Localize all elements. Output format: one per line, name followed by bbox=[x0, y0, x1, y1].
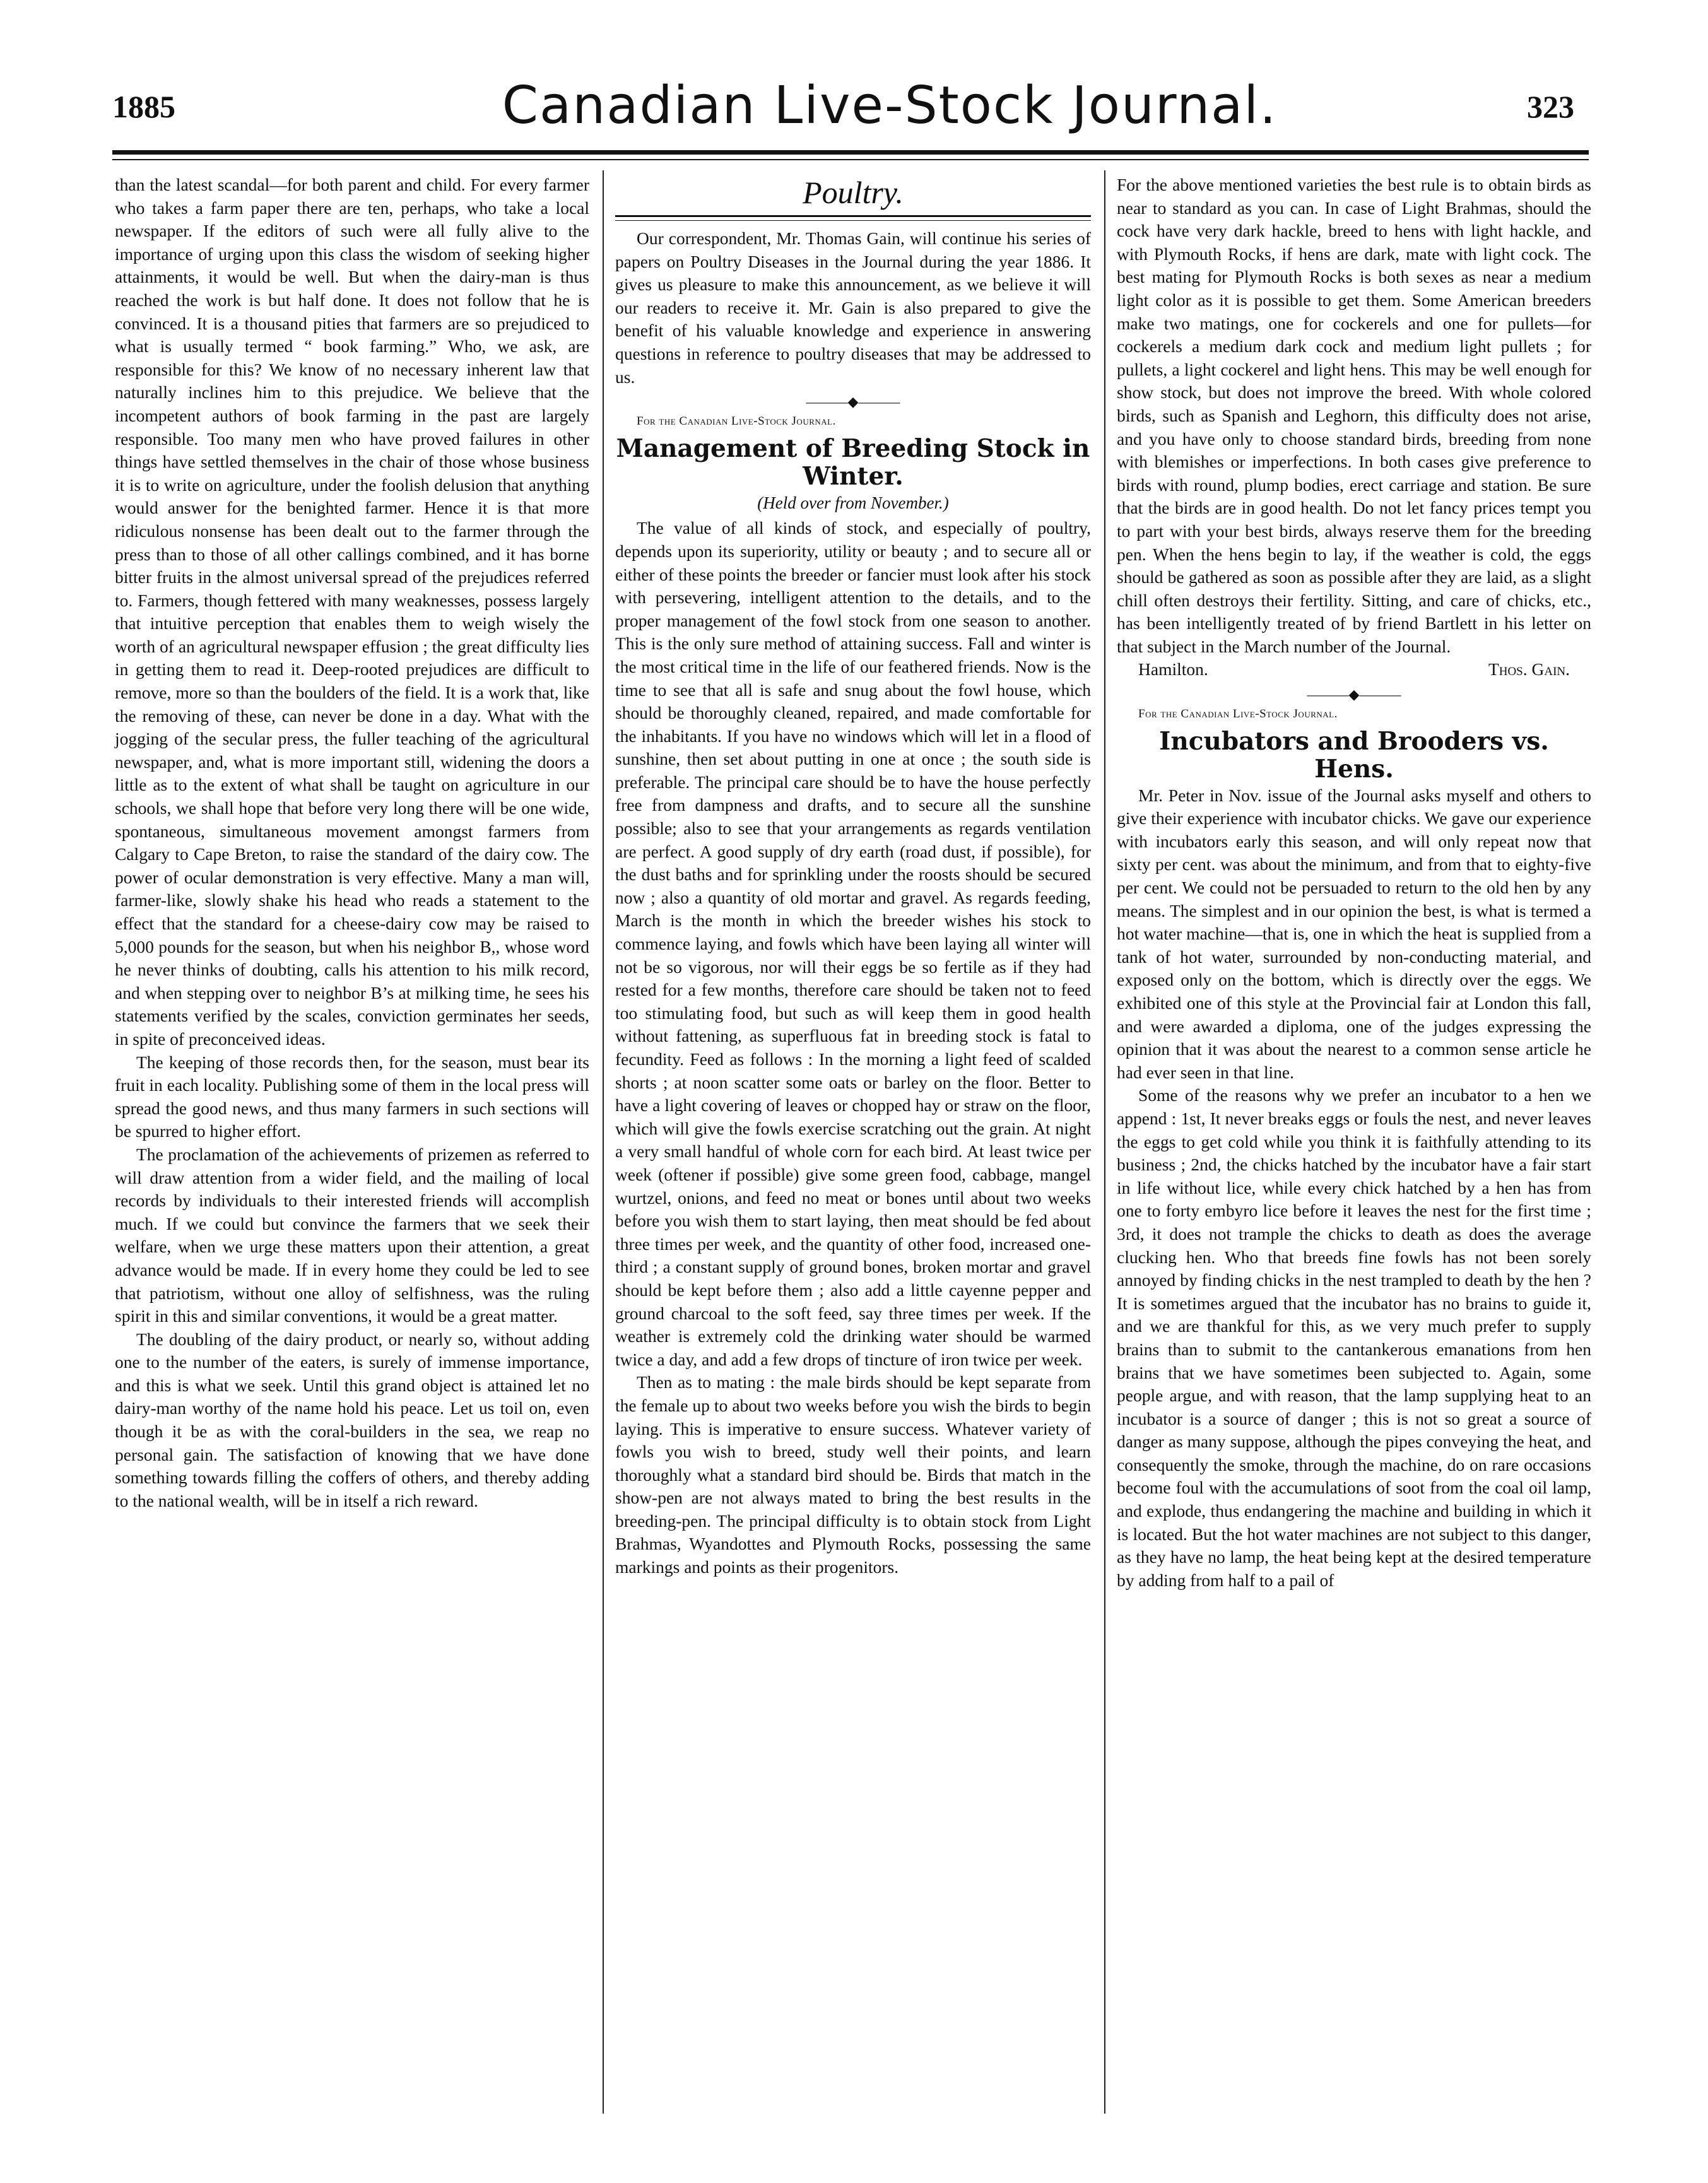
signature-name: Thos. Gain. bbox=[1488, 659, 1570, 680]
paragraph: Mr. Peter in Nov. issue of the Journal asks myself and others to give their experience with incubator chicks. We gave our experience with incubators early this season, and will only repeat now that sixty per cent. was about the minimum, and from that to eighty-five per cent. We could not be persuaded to return to the old hen by any means. The simplest and in our opinion the best, is what is termed a hot water machine—that is, one in which the heat is supplied from a tank of hot water, surrounded by non-conducting material, and exposed only on the bottom, which is directly over the eggs. We exhibited one of this style at the Provincial fair at London this fall, and were awarded a diploma, one of the judges expressing the opinion that it was about the nearest to a common sense article he had ever seen in that line. bbox=[1117, 785, 1591, 1082]
section-title: Poultry. bbox=[803, 175, 904, 210]
masthead-title: Canadian Live-Stock Journal. bbox=[502, 76, 1278, 136]
header-rule bbox=[112, 150, 1589, 155]
paragraph: The keeping of those records then, for the season, must bear its fruit in each locality. Publishing some of them in the local press will spread the good news, and thus many farmers in such sections will be spurred to higher effort. bbox=[115, 1052, 589, 1141]
section-rule bbox=[615, 215, 1091, 221]
article-title: Management of Breeding Stock in Winter. bbox=[616, 433, 1090, 491]
signature-line bbox=[1117, 658, 1591, 681]
article-credit: For the Canadian Live-Stock Journal. bbox=[1138, 707, 1338, 721]
paragraph: Some of the reasons why we prefer an incubator to a hen we append : 1st, It never breaks eggs or fouls the nest, and never leaves the eggs to get cold while you think it is faithfully attending to its business ; 2nd, the chicks hatched by the incubator have a fair start in life without lice, while every chick hatched by a hen has from one to forty embyro lice before it leaves the nest for the first time ; 3rd, it does not trample the chicks to death as does the average clucking hen. Who that breeds fine fowls has not been sorely annoyed by finding chicks in the nest trampled to death by the hen ? It is sometimes argued that the incubator has no brains to guide it, and we are thankful for this, as we very much prefer to supply brains than to submit to the cantankerous emanations from hen brains that we have sometimes been subjected to. Again, some people argue, and with reason, that the lamp supplying heat to an incubator is a source of danger ; this is not so great a source of danger as many suppose, although the pipes conveying the heat, and consequently the smoke, through the machine, do on rare occasions become foul with the accumulations of soot from the coal oil lamp, and explode, thus endangering the machine and building in which it is located. But the hot water machines are not subject to this danger, as they have no lamp, the heat being kept at the desired temperature by adding from half to a pail of bbox=[1117, 1085, 1591, 1590]
editorial-note: Our correspondent, Mr. Thomas Gain, will continue his series of papers on Poultry Diseases in the Journal during the year 1886. It gives us pleasure to make this announcement, as we believe it will our readers to receive it. Mr. Gain is also prepared to give the benefit of his valuable knowledge and experience in answering questions in reference to poultry diseases that may be addressed to us. bbox=[615, 228, 1091, 387]
ornament-divider: ———◆——— bbox=[806, 394, 900, 410]
column-3 bbox=[1117, 174, 1591, 1592]
paragraph: The doubling of the dairy product, or nearly so, without adding one to the number of the eaters, is surely of immense importance, and this is what we seek. Until this grand object is attained let no dairy-man worthy of the name hold his peace. Let us toil on, even though it be as with the coral-builders in the sea, we reap no personal gain. The satisfaction of knowing that we have done something towards filling the coffers of others, and thereby adding to the national wealth, will be in itself a rich reward. bbox=[115, 1329, 589, 1510]
page-number: 323 bbox=[1527, 89, 1574, 124]
paragraph: The value of all kinds of stock, and especially of poultry, depends upon its superiority, utility or beauty ; and to secure all or either of these points the breeder or fancier must look after his stock with persevering, intelligent attention to the details, and to the proper management of the fowl stock from one season to another. This is the only sure method of attaining success. Fall and winter is the most critical time in the life of our feathered friends. Now is the time to see that all is safe and snug about the fowl house, which should be thoroughly cleaned, repaired, and made comfortable for the inhabitants. If you have no windows which will let in a flood of sunshine, then set about putting in one at once ; the south side is preferable. The principal care should be to have the house perfectly free from dampness and drafts, and to secure all the sunshine possible; also to see that your arrangements as regards ventilation are perfect. A good supply of dry earth (road dust, if possible), for the dust baths and for sprinkling under the roosts should be secured now ; also a quantity of old mortar and gravel. As regards feeding, March is the month in which the breeder wishes his stock to commence laying, and fowls which have been laying all winter will not be so vigorous, nor will their eggs be so fertile as if they had rested for a few months, therefore care should be taken not to feed too stimulating food, but such as will keep them in good health without fattening, as superfluous fat in breeding stock is fatal to fecundity. Feed as follows : In the morning a light feed of scalded shorts ; at noon scatter some oats or barley on the floor. Better to have a light covering of leaves or chopped hay or straw on the floor, which will give the fowls exercise scratching out the grain. At night a very small handful of whole corn for each bird. At least twice per week (oftener if possible) give some green food, cabbage, mangel wurtzel, onions, and feed no meat or bones until about two weeks before you wish them to start laying, then meat should be fed about three times per week, and the quantity of other food, increased one-third ; a constant supply of ground bones, broken mortar and gravel should be kept before them ; also add a little cayenne pepper and ground charcoal to the soft feed, say three times per week. If the weather is extremely cold the drinking water should be warmed twice a day, and add a few drops of tincture of iron twice per week. bbox=[615, 518, 1091, 1369]
column-divider bbox=[603, 170, 604, 2114]
signature-place: Hamilton. bbox=[1138, 659, 1208, 680]
issue-year: 1885 bbox=[112, 89, 175, 124]
column-2 bbox=[615, 174, 1091, 1579]
paragraph: The proclamation of the achievements of prizemen as referred to will draw attention from a wider field, and the mailing of local records by individuals to their interested friends will accomplish much. If we could but convince the farmers that we seek their welfare, when we urge these matters upon their attention, a great advance would be made. If in every home they could be led to see that patriotism, without one alloy of selfishness, was the ruling spirit in this and similar conventions, it would be a great matter. bbox=[115, 1144, 589, 1326]
article-subtitle: (Held over from November.) bbox=[757, 493, 949, 512]
paragraph: Then as to mating : the male birds should be kept separate from the female up to about two weeks before you wish the birds to begin laying. This is imperative to ensure success. Whatever variety of fowls you wish to breed, study well their points, and learn thoroughly what a standard bird should be. Birds that match in the show-pen are not always mated to bring the best results in the breeding-pen. The principal difficulty is to obtain stock from Light Brahmas, Wyandottes and Plymouth Rocks, possessing the same markings and points as their progenitors. bbox=[615, 1372, 1091, 1577]
ornament-divider: ———◆——— bbox=[1307, 686, 1401, 703]
paragraph: than the latest scandal—for both parent and child. For every farmer who takes a farm paper there are ten, perhaps, who take a local newspaper. If the editors of such were all fully alive to the importance of urging upon this class the wisdom of seeking higher attainments, it would be well. But when the dairy-man is thus reached the work is but half done. It does not follow that he is convinced. It is a thousand pities that farmers are so prejudiced to what is usually termed “ book farming.” Who, we ask, are responsible for this? We know of no necessary inherent law that naturally inclines him to this prejudice. We believe that the incompetent authors of book farming in the past are largely responsible. Too many men who have proved failures in other things have settled themselves in the chair of those whose business it is to write on agriculture, under the foolish delusion that anything would answer for the benighted farmer. Hence it is that more ridiculous nonsense has been dealt out to the farmer through the press than to those of all other callings combined, and it has borne bitter fruits in the almost universal spread of the prejudices referred to. Farmers, though fettered with many weaknesses, possess largely that intuitive perception that enables them to weigh wisely the worth of an agricultural newspaper effusion ; the great difficulty lies in getting them to read it. Deep-rooted prejudices are difficult to remove, more so than the boulders of the field. It is a work that, like the removing of these, can never be done in a day. What with the jogging of the secular press, the fuller teaching of the agricultural newspaper, and, what is more important still, widening the doors a little as to the extent of what shall be taught on agriculture in our schools, we shall hope that before very long there will be one wide, spontaneous, simultaneous movement amongst farmers from Calgary to Cape Breton, to raise the standard of the dairy cow. The power of ocular demonstration is very effective. Many a man will, farmer-like, slowly shake his head who reads a statement to the effect that the standard for a cheese-dairy cow may be raised to 5,000 pounds for the season, but when his neighbor B,, whose word he never thinks of doubting, calls his attention to his milk record, and when stepping over to neighbor B’s at milking time, he sees his statements verified by the scales, conviction germinates her seeds, in spite of preconceived ideas. bbox=[115, 175, 589, 1049]
article-title: Incubators and Brooders vs. Hens. bbox=[1159, 726, 1549, 784]
paragraph: For the above mentioned varieties the best rule is to obtain birds as near to standard as you can. In case of Light Brahmas, should the cock have very dark hackle, breed to hens with light hackle, and with Plymouth Rocks, if hens are dark, mate with light cock. The best mating for Plymouth Rocks is both sexes as near a medium light color as it is possible to get them. Some American breeders make two matings, one for cockerels and one for pullets—for cockerels a medium dark cock and medium light pullets ; for pullets, a light cockerel and light hens. This may be well enough for show stock, but does not improve the breed. With whole colored birds, such as Spanish and Leghorn, this difficulty does not arise, and you have only to choose standard birds, breeding from none with blemishes or imperfections. In both cases give preference to birds with round, plump bodies, erect carriage and station. Be sure that the birds are in good health. Do not let fancy prices tempt you to part with your best birds, always reserve them for the breeding pen. When the hens begin to lay, if the weather is cold, the eggs should be gathered as soon as possible after they are laid, as a slight chill often destroys their fertility. Sitting, and care of chicks, etc., has been intelligently treated of by friend Bartlett in his letter on that subject in the March number of the Journal. bbox=[1117, 175, 1591, 656]
header-rule-thin bbox=[112, 159, 1589, 160]
column-divider bbox=[1104, 170, 1105, 2114]
column-1 bbox=[115, 174, 589, 1512]
article-credit: For the Canadian Live-Stock Journal. bbox=[637, 415, 836, 428]
